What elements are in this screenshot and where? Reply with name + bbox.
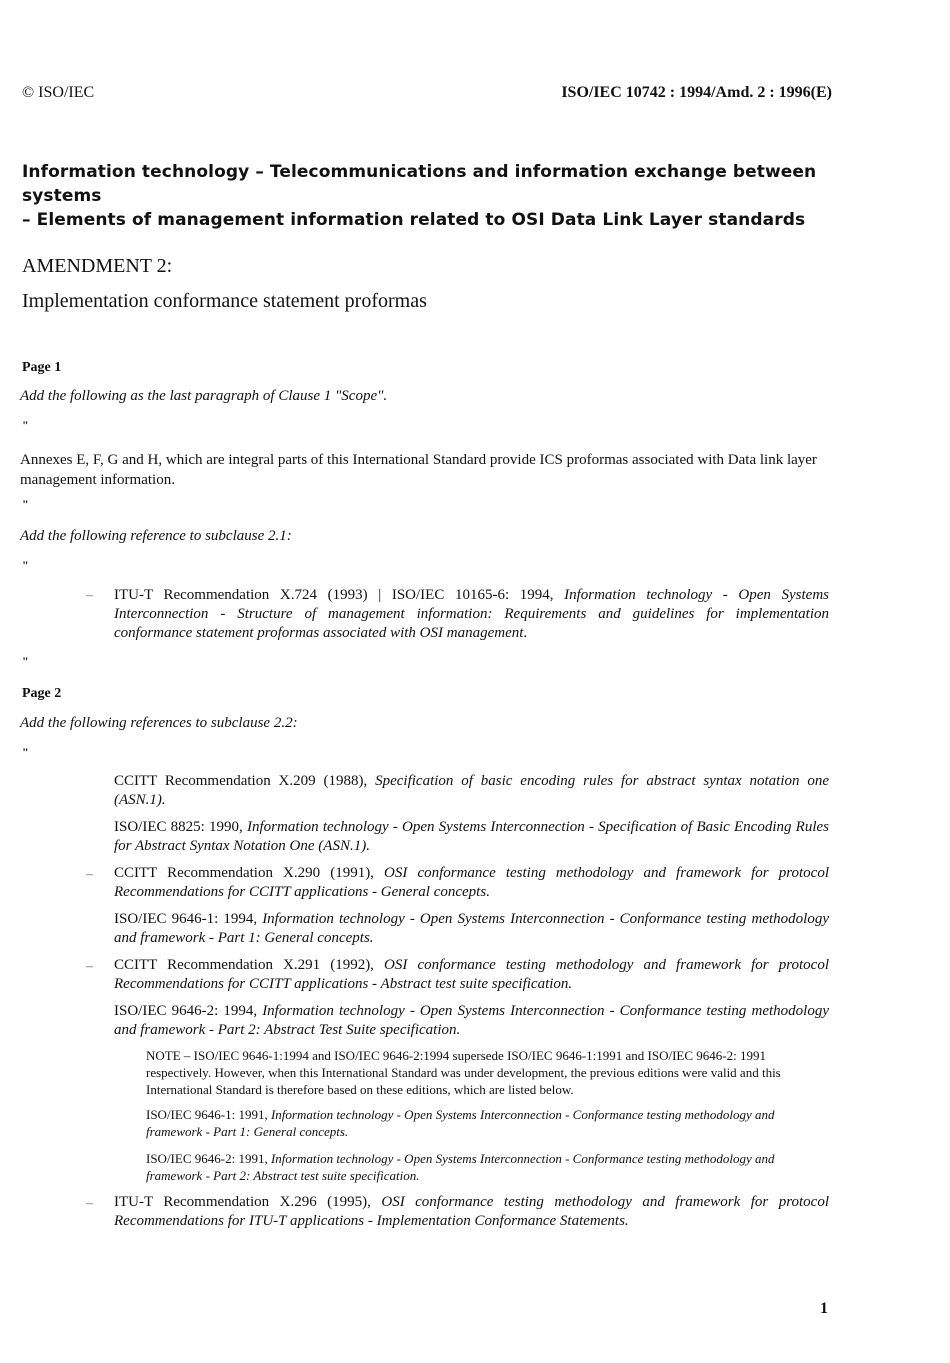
ref-plain: CCITT Recommendation X.290 (1991), bbox=[114, 865, 385, 881]
ref-plain: ISO/IEC 9646-1: 1991, bbox=[146, 1107, 271, 1122]
page1-heading: Page 1 bbox=[22, 360, 62, 375]
list-dash: – bbox=[86, 959, 93, 974]
reference-x724 bbox=[114, 586, 829, 643]
ref-plain: ISO/IEC 9646-2: 1994, bbox=[114, 1003, 263, 1019]
page1-paragraph: Annexes E, F, G and H, which are integral parts of this International Standard provide ICS proformas associated with Data link layer management information. bbox=[20, 452, 817, 488]
reference-x296 bbox=[114, 1193, 829, 1231]
note-reference-iso9646-2-1991 bbox=[146, 1150, 826, 1184]
ref-end: . bbox=[523, 625, 528, 641]
ref-plain: ITU-T Recommendation X.296 (1995), bbox=[114, 1194, 382, 1210]
list-dash: – bbox=[86, 1196, 93, 1211]
ref-italic: Information technology - Open Systems Interconnection - Conformance testing methodology and framework - Part 1: General concepts. bbox=[114, 911, 829, 946]
ref-plain: ISO/IEC 9646-1: 1994, bbox=[114, 911, 263, 927]
ref-italic: Information technology - Open Systems Interconnection - Conformance testing methodology and framework - Part 2: Abstract Test Suite specification. bbox=[114, 1003, 829, 1038]
reference-iso9646-2-1994 bbox=[114, 1002, 829, 1040]
ref-italic: Information technology - Open Systems Interconnection - Conformance testing methodology and framework - Part 1: General concepts. bbox=[146, 1107, 775, 1139]
reference-x291 bbox=[114, 956, 829, 994]
reference-iso8825 bbox=[114, 818, 829, 856]
ref-plain: ISO/IEC 8825: 1990, bbox=[114, 819, 247, 835]
ref-plain: CCITT Recommendation X.291 (1992), bbox=[114, 957, 385, 973]
header-copyright: © ISO/IEC bbox=[22, 84, 95, 101]
note-reference-iso9646-1-1991 bbox=[146, 1106, 826, 1140]
header-standard-number: ISO/IEC 10742 : 1994/Amd. 2 : 1996(E) bbox=[561, 84, 832, 101]
reference-x209 bbox=[114, 772, 829, 810]
page1-instruction-1: Add the following as the last paragraph of Clause 1 "Scope". bbox=[20, 388, 388, 404]
ref-italic: OSI conformance testing methodology and framework for protocol Recommendations for CCITT applications - General concepts. bbox=[114, 865, 830, 900]
ref-italic: Information technology - Open Systems Interconnection - Conformance testing methodology and framework - Part 2: Abstract test suite specification. bbox=[146, 1151, 775, 1183]
title-line-2: – Elements of management information related to OSI Data Link Layer standards bbox=[22, 210, 806, 230]
ref-italic: OSI conformance testing methodology and framework for protocol Recommendations for ITU-T applications - Implementation Conformance Statements. bbox=[114, 1194, 829, 1229]
reference-x290 bbox=[114, 864, 829, 902]
quote-mark: " bbox=[22, 745, 29, 759]
ref-plain: ITU-T Recommendation X.724 (1993) | ISO/IEC 10165-6: 1994, bbox=[114, 587, 565, 603]
editions-note: NOTE – ISO/IEC 9646-1:1994 and ISO/IEC 9646-2:1994 supersede ISO/IEC 9646-1:1991 and ISO/IEC 9646-2: 1991 respectively. However, when this International Standard was under development, the previous editions were valid and this International Standard is therefore based on these editions, which are listed below. bbox=[146, 1048, 781, 1097]
title-line-1: Information technology – Telecommunications and information exchange between systems bbox=[22, 162, 817, 206]
quote-mark: " bbox=[22, 654, 29, 668]
page1-instruction-2: Add the following reference to subclause 2.1: bbox=[20, 528, 292, 544]
amendment-label: AMENDMENT 2: bbox=[22, 255, 173, 277]
ref-italic: OSI conformance testing methodology and framework for protocol Recommendations for CCITT applications - Abstract test suite specification. bbox=[114, 957, 830, 992]
quote-mark: " bbox=[22, 558, 29, 572]
page-number: 1 bbox=[820, 1300, 828, 1317]
ref-italic: Information technology - Open Systems Interconnection - Specification of Basic Encoding Rules for Abstract Syntax Notation One (ASN.1). bbox=[114, 819, 829, 854]
amendment-subtitle: Implementation conformance statement proformas bbox=[22, 290, 427, 312]
reference-iso9646-1-1994 bbox=[114, 910, 829, 948]
ref-plain: CCITT Recommendation X.209 (1988), bbox=[114, 773, 376, 789]
page2-instruction: Add the following references to subclause 2.2: bbox=[20, 715, 298, 731]
quote-mark: " bbox=[22, 418, 29, 432]
list-dash: – bbox=[86, 867, 93, 882]
list-dash: – bbox=[86, 588, 93, 603]
document-title bbox=[22, 160, 852, 232]
quote-mark: " bbox=[22, 497, 29, 511]
ref-italic: Specification of basic encoding rules for abstract syntax notation one (ASN.1). bbox=[114, 773, 830, 808]
ref-plain: ISO/IEC 9646-2: 1991, bbox=[146, 1151, 271, 1166]
page2-heading: Page 2 bbox=[22, 686, 62, 701]
ref-italic: Information technology - Open Systems Interconnection - Structure of management information: Requirements and guidelines for implementation conformance statement proformas associated with OSI management bbox=[114, 587, 830, 641]
